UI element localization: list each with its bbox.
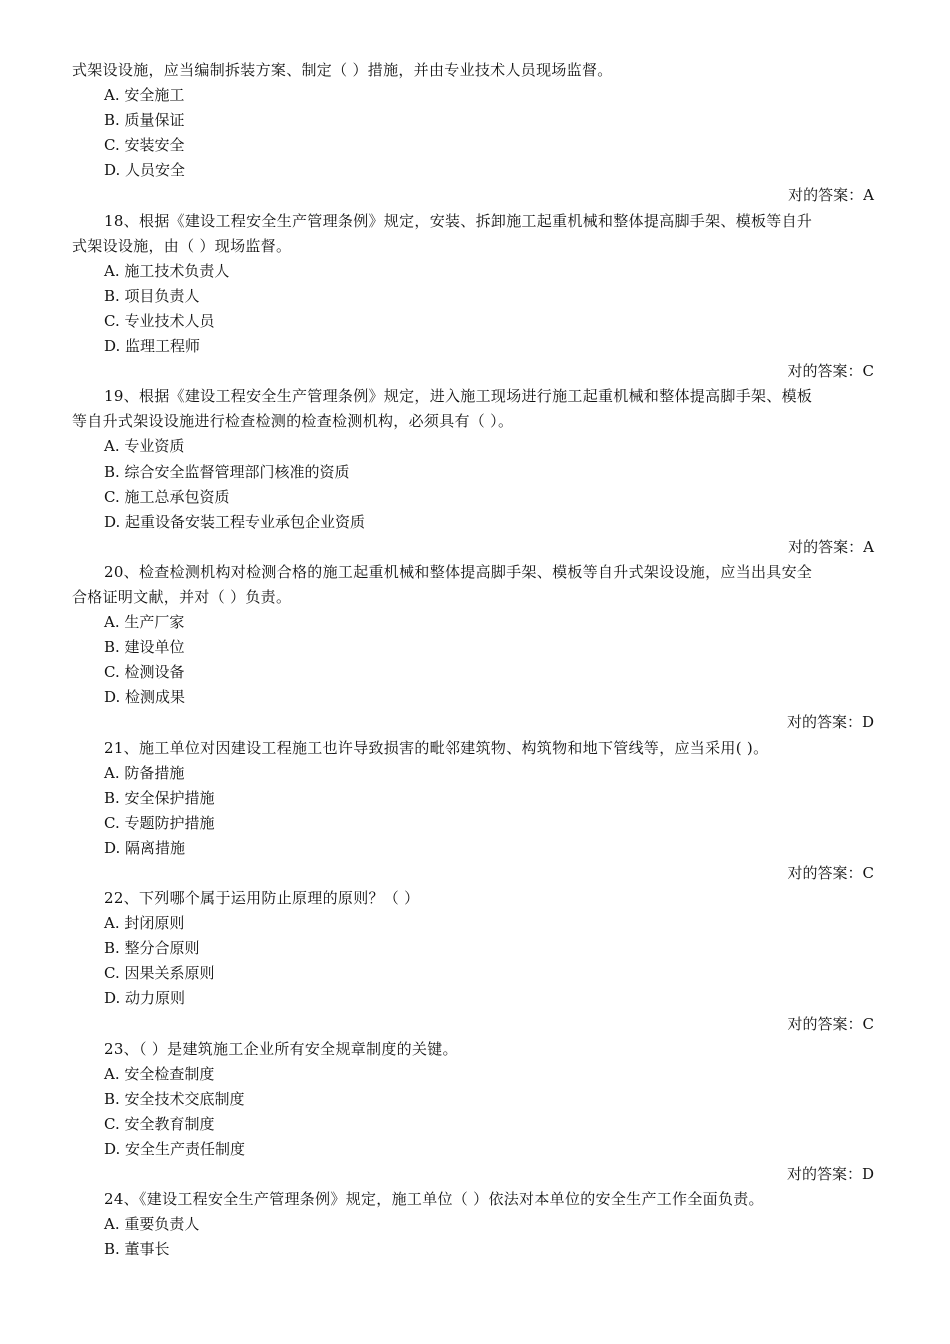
question-text: 21、施工单位对因建设工程施工也许导致损害的毗邻建筑物、构筑物和地下管线等，应当采用( )。 (104, 738, 769, 757)
option-a: A. 生产厂家 (104, 613, 185, 632)
option-b: B. 安全技术交底制度 (104, 1089, 245, 1108)
option-a: A. 安全检查制度 (104, 1064, 215, 1083)
option-b: B. 整分合原则 (104, 939, 200, 958)
correct-answer: 对的答案：C (787, 362, 874, 381)
question-text-continuation: 等自升式架设设施进行检查检测的检查检测机构，必须具有（ ）。 (72, 412, 514, 431)
question-text: 23、（ ）是建筑施工企业所有安全规章制度的关键。 (104, 1039, 458, 1058)
option-a: A. 重要负责人 (104, 1215, 200, 1234)
option-a: A. 防备措施 (104, 763, 185, 782)
question-text: 19、根据《建设工程安全生产管理条例》规定，进入施工现场进行施工起重机械和整体提高脚手架、模板 (104, 387, 813, 406)
question-block (72, 209, 890, 385)
option-c: C. 安装安全 (104, 136, 185, 155)
question-text: 18、根据《建设工程安全生产管理条例》规定，安装、拆卸施工起重机械和整体提高脚手架、模板等自升 (104, 211, 813, 230)
correct-answer: 对的答案：D (786, 1165, 874, 1184)
question-text: 20、检查检测机构对检测合格的施工起重机械和整体提高脚手架、模板等自升式架设设施，应当出具安全 (104, 562, 813, 581)
option-c: C. 安全教育制度 (104, 1114, 215, 1133)
option-b: B. 安全保护措施 (104, 788, 215, 807)
question-text-continuation: 式架设设施，由（ ）现场监督。 (72, 236, 292, 255)
document-page (72, 58, 890, 1263)
question-block (72, 736, 890, 887)
correct-answer: 对的答案：D (786, 713, 874, 732)
option-b: B. 董事长 (104, 1240, 170, 1259)
question-block (72, 1037, 890, 1188)
option-a: A. 封闭原则 (104, 914, 185, 933)
option-d: D. 检测成果 (104, 688, 186, 707)
question-text-continuation: 式架设设施，应当编制拆装方案、制定（ ）措施，并由专业技术人员现场监督。 (72, 61, 613, 79)
correct-answer: 对的答案：A (788, 537, 874, 556)
question-block (72, 58, 890, 209)
question-block (72, 886, 890, 1037)
option-d: D. 起重设备安装工程专业承包企业资质 (104, 512, 366, 531)
option-b: B. 建设单位 (104, 638, 185, 657)
option-b: B. 项目负责人 (104, 286, 200, 305)
option-c: C. 因果关系原则 (104, 964, 215, 983)
question-block (72, 384, 890, 560)
option-b: B. 综合安全监督管理部门核准的资质 (104, 462, 350, 481)
option-a: A. 专业资质 (104, 437, 185, 456)
option-d: D. 隔离措施 (104, 838, 186, 857)
option-c: C. 检测设备 (104, 663, 185, 682)
question-text: 22、下列哪个属于运用防止原理的原则？（ ） (104, 889, 420, 908)
option-d: D. 人员安全 (104, 161, 186, 180)
correct-answer: 对的答案：C (787, 1014, 874, 1033)
option-c: C. 专业技术人员 (104, 311, 215, 330)
question-text-continuation: 合格证明文献，并对（ ）负责。 (72, 587, 292, 606)
option-d: D. 监理工程师 (104, 337, 201, 356)
option-c: C. 专题防护措施 (104, 813, 215, 832)
option-c: C. 施工总承包资质 (104, 487, 230, 506)
option-d: D. 动力原则 (104, 989, 186, 1008)
option-d: D. 安全生产责任制度 (104, 1140, 246, 1159)
question-block (72, 1187, 890, 1262)
question-list (72, 209, 890, 1263)
option-a: A. 施工技术负责人 (104, 261, 230, 280)
option-b: B. 质量保证 (104, 111, 185, 130)
correct-answer: 对的答案：C (787, 864, 874, 882)
question-block (72, 560, 890, 736)
question-text: 24、《建设工程安全生产管理条例》规定，施工单位（ ）依法对本单位的安全生产工作全面负责。 (104, 1190, 764, 1209)
correct-answer: 对的答案：A (788, 186, 874, 205)
option-a: A. 安全施工 (104, 86, 185, 105)
